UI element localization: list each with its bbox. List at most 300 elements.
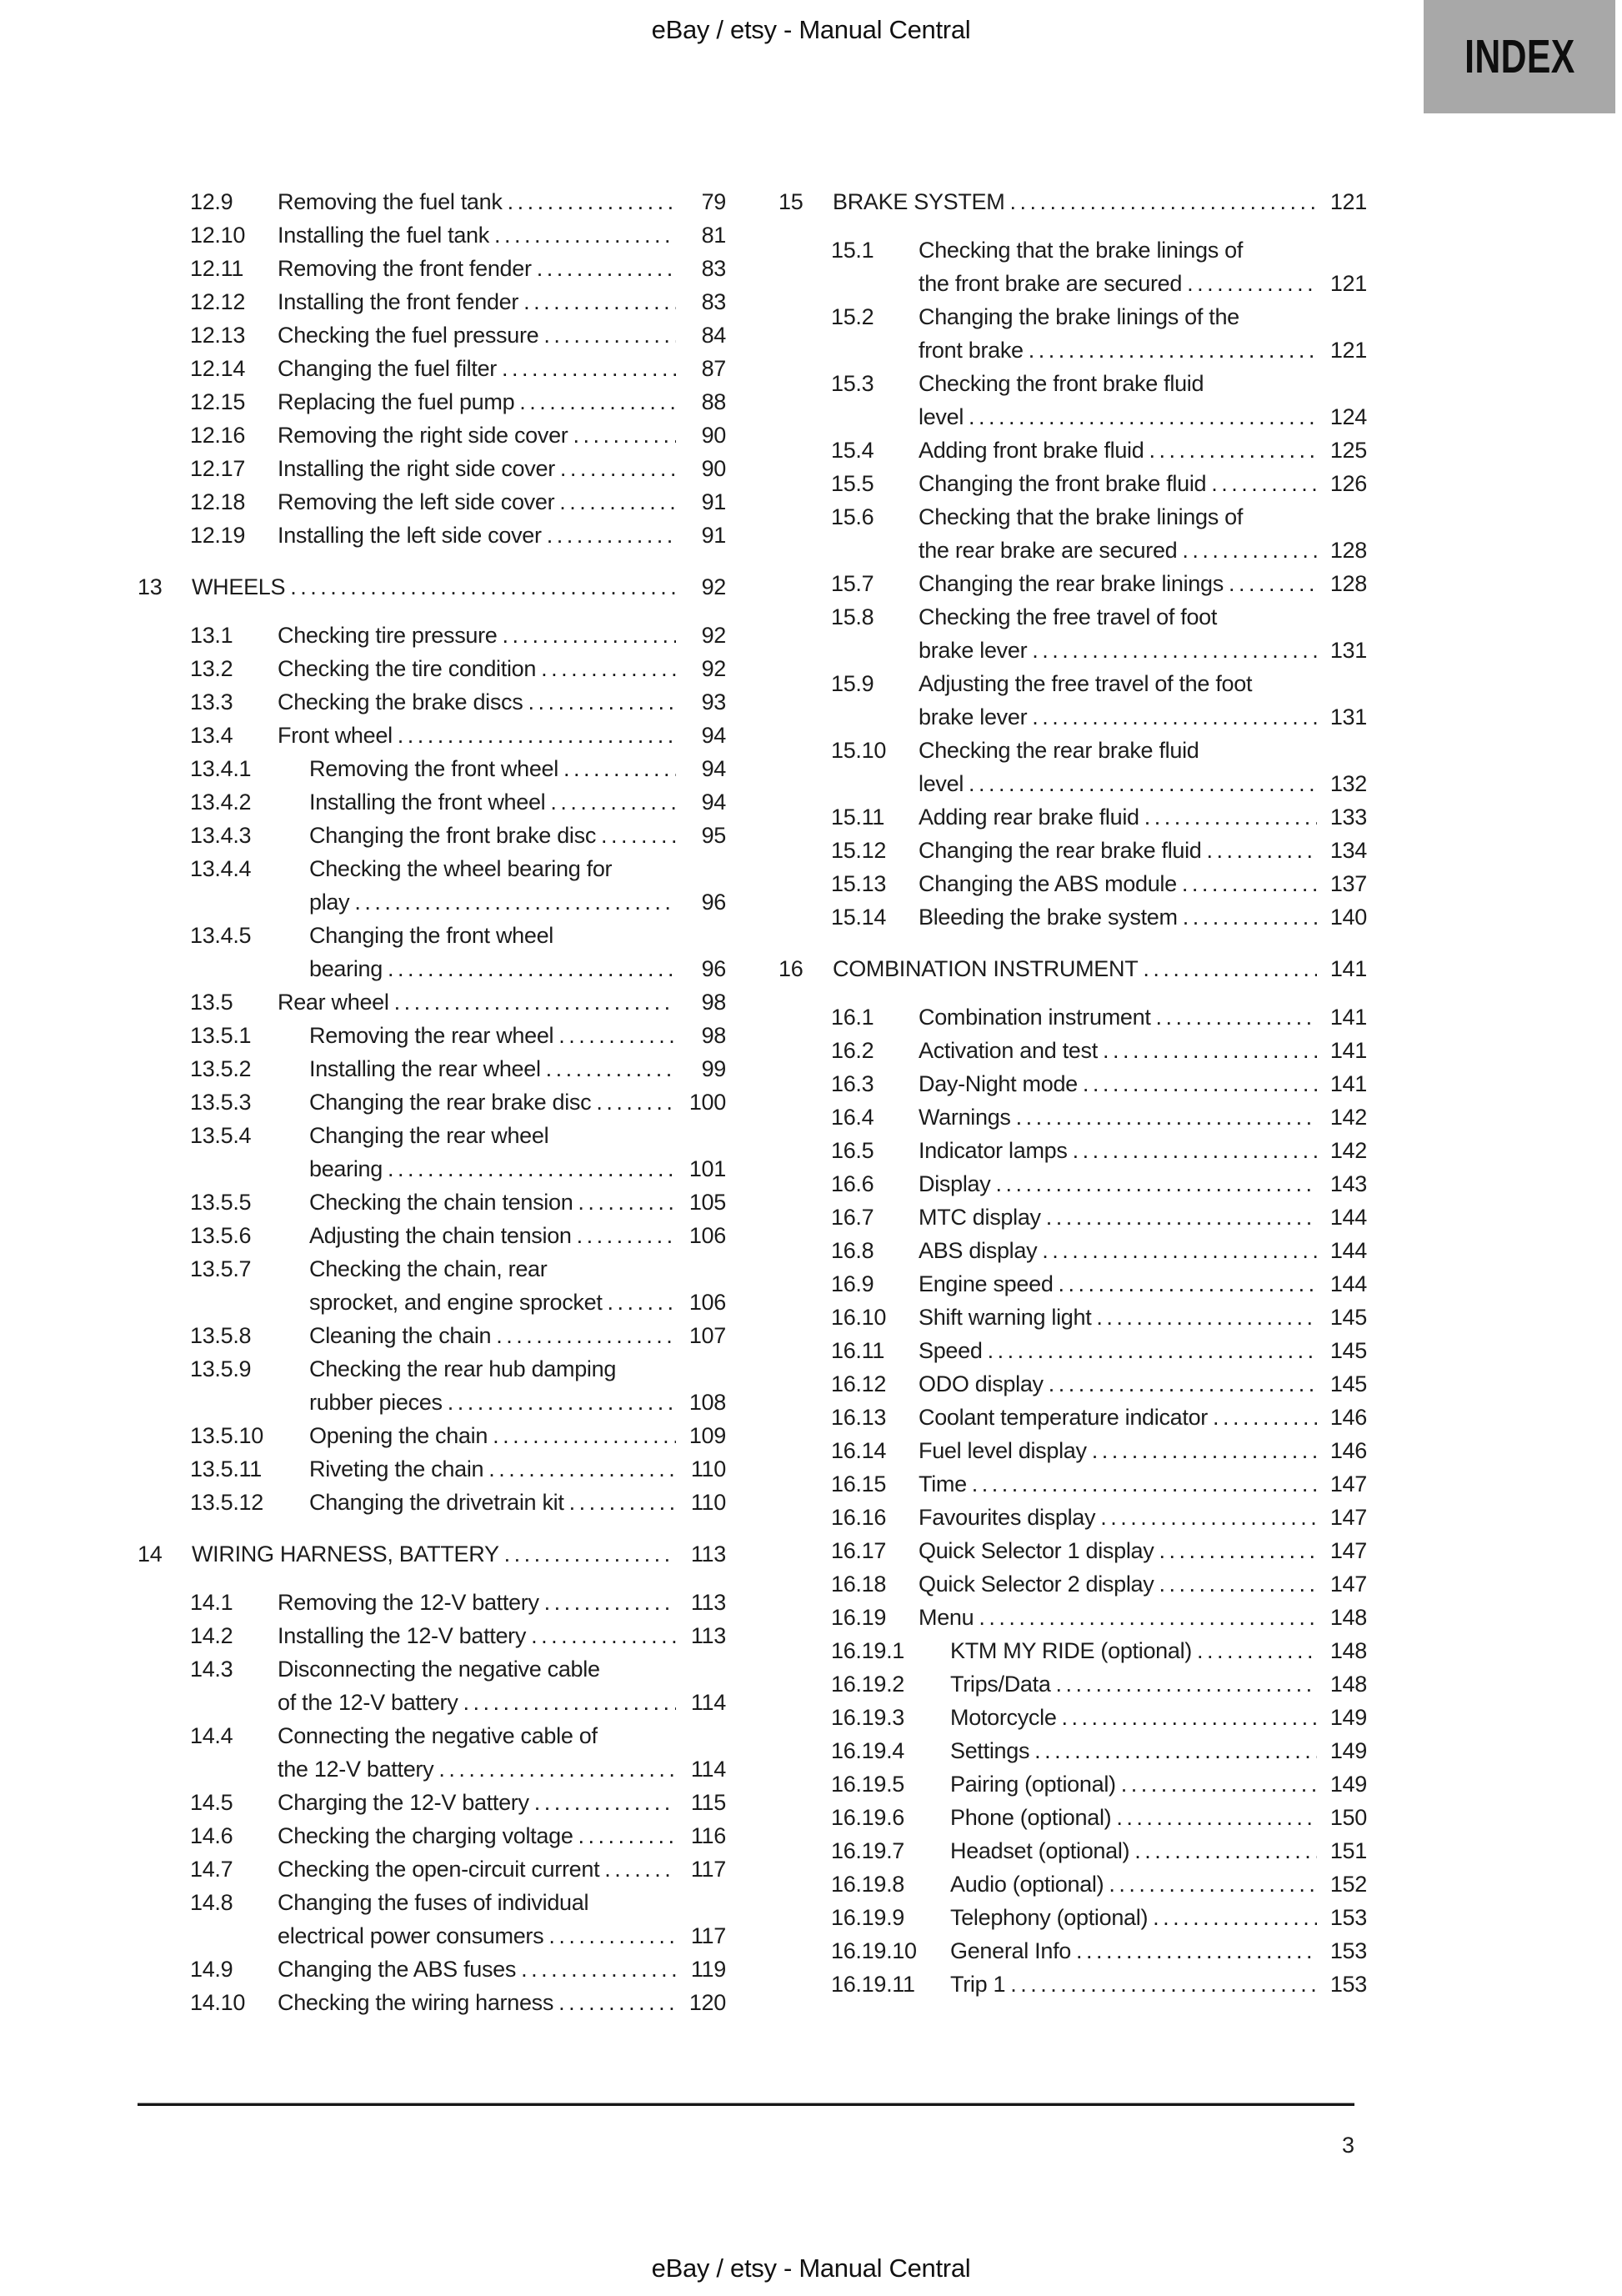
toc-entry-row <box>138 785 726 819</box>
toc-item-number: 15.13 <box>831 871 887 896</box>
toc-section-row <box>778 185 1367 218</box>
toc-item-number: 16.9 <box>831 1271 874 1296</box>
toc-entry-row <box>778 1534 1367 1567</box>
toc-entry-row <box>778 1401 1367 1434</box>
toc-item-number: 15.2 <box>831 304 874 329</box>
toc-item-number: 13.4.3 <box>190 823 252 848</box>
toc-item-page: 145 <box>1329 1371 1367 1396</box>
toc-item-page: 133 <box>1329 805 1367 830</box>
toc-item-page: 113 <box>690 1542 726 1567</box>
toc-item-number: 12.14 <box>190 356 246 381</box>
toc-entry-row <box>778 600 1367 667</box>
toc-item-page: 142 <box>1329 1138 1367 1163</box>
toc-entry-row <box>138 819 726 852</box>
toc-item-page: 153 <box>1329 1938 1367 1963</box>
toc-item-title: Removing the front fender <box>278 256 532 281</box>
toc-entry-row <box>778 1501 1367 1534</box>
toc-item-title: Removing the rear wheel <box>309 1023 554 1048</box>
toc-item-number: 15.9 <box>831 671 874 696</box>
toc-item-number: 12.19 <box>190 523 246 548</box>
toc-item-page: 93 <box>701 689 726 714</box>
leader-dots <box>972 1467 1317 1501</box>
leader-dots <box>548 1919 676 1953</box>
toc-item-number: 16.12 <box>831 1371 887 1396</box>
leader-dots <box>504 1537 676 1571</box>
toc-entry-row <box>138 1452 726 1486</box>
leader-dots <box>541 652 676 685</box>
toc-item-title: Checking the wiring harness <box>278 1990 554 2015</box>
leader-dots <box>1159 1567 1317 1601</box>
toc-item-number: 13.5.4 <box>190 1123 252 1148</box>
toc-section-row <box>138 570 726 604</box>
toc-entry-row <box>138 685 726 719</box>
leader-dots <box>508 185 676 218</box>
toc-entry-row <box>138 252 726 285</box>
toc-item-title: Installing the front fender <box>278 289 519 314</box>
leader-dots <box>1207 834 1317 867</box>
leader-dots <box>988 1334 1317 1367</box>
leader-dots <box>1213 1401 1317 1434</box>
leader-dots <box>1046 1201 1317 1234</box>
toc-item-page: 146 <box>1329 1438 1367 1463</box>
toc-item-number: 16.19 <box>831 1605 887 1630</box>
leader-dots <box>1056 1667 1317 1701</box>
toc-entry-row <box>778 1867 1367 1901</box>
toc-item-number: 12.16 <box>190 423 246 448</box>
toc-item-title: the 12-V battery <box>278 1757 434 1782</box>
toc-entry-row <box>138 285 726 318</box>
toc-entry-row <box>138 985 726 1019</box>
toc-item-title: Removing the right side cover <box>278 423 568 448</box>
toc-item-title: Adjusting the chain tension <box>309 1223 572 1248</box>
toc-item-number: 14.9 <box>190 1957 233 1982</box>
toc-entry-row <box>138 1619 726 1652</box>
toc-item-number: 16 <box>778 956 803 981</box>
leader-dots <box>1100 1501 1317 1534</box>
toc-item-title: the front brake are secured <box>919 271 1183 296</box>
toc-entry-row <box>138 1586 726 1619</box>
leader-dots <box>1096 1301 1317 1334</box>
leader-dots <box>573 419 676 452</box>
toc-entry-row <box>138 1219 726 1252</box>
toc-item-number: 13.5 <box>190 990 233 1015</box>
toc-item-number: 12.10 <box>190 223 246 248</box>
toc-entry-row <box>778 500 1367 567</box>
toc-item-page: 117 <box>690 1857 726 1882</box>
leader-dots <box>537 252 676 285</box>
toc-item-title: of the 12-V battery <box>278 1690 458 1715</box>
toc-entry-row <box>778 1601 1367 1634</box>
toc-entry-row <box>138 619 726 652</box>
leader-dots <box>1156 1000 1317 1034</box>
toc-entry-row <box>778 1367 1367 1401</box>
toc-item-number: 16.15 <box>831 1471 887 1496</box>
toc-entry-row <box>778 300 1367 367</box>
toc-item-page: 105 <box>688 1190 726 1215</box>
toc-item-page: 146 <box>1329 1405 1367 1430</box>
toc-item-title: the rear brake are secured <box>919 538 1178 563</box>
toc-item-title: rubber pieces <box>309 1390 443 1415</box>
toc-entry-row <box>138 1819 726 1852</box>
toc-item-title: WHEELS <box>192 574 286 599</box>
toc-item-title: Charging the 12-V battery <box>278 1790 529 1815</box>
toc-item-page: 151 <box>1329 1838 1367 1863</box>
toc-entry-row <box>138 1085 726 1119</box>
toc-item-page: 113 <box>690 1623 726 1648</box>
header-title: eBay / etsy - Manual Central <box>651 15 971 44</box>
toc-item-title: ODO display <box>919 1371 1044 1396</box>
toc-item-page: 132 <box>1329 771 1367 796</box>
toc-item-page: 131 <box>1329 704 1367 729</box>
toc-item-page: 147 <box>1329 1538 1367 1563</box>
toc-item-number: 16.16 <box>831 1505 887 1530</box>
leader-dots <box>563 752 676 785</box>
toc-item-page: 149 <box>1329 1738 1367 1763</box>
leader-dots <box>569 1486 676 1519</box>
toc-entry-row <box>138 1953 726 1986</box>
toc-entry-row <box>138 452 726 485</box>
leader-dots <box>1049 1367 1317 1401</box>
leader-dots <box>354 885 676 919</box>
footer-title: eBay / etsy - Manual Central <box>651 2253 971 2283</box>
toc-item-number: 16.19.1 <box>831 1638 904 1663</box>
toc-item-page: 107 <box>688 1323 726 1348</box>
toc-item-title: play <box>309 890 350 915</box>
leader-dots <box>1073 1134 1317 1167</box>
toc-item-title: Installing the 12-V battery <box>278 1623 527 1648</box>
toc-item-title: Indicator lamps <box>919 1138 1068 1163</box>
toc-item-title: Changing the front brake disc <box>309 823 597 848</box>
leader-dots <box>1059 1267 1317 1301</box>
leader-dots <box>577 1219 676 1252</box>
toc-item-page: 81 <box>701 223 726 248</box>
toc-item-page: 100 <box>688 1090 726 1115</box>
toc-item-number: 14 <box>138 1542 163 1567</box>
toc-item-title: Engine speed <box>919 1271 1054 1296</box>
toc-entry-row <box>778 1301 1367 1334</box>
toc-item-number: 16.19.3 <box>831 1705 904 1730</box>
toc-entry-row <box>138 1319 726 1352</box>
toc-item-number: 15.12 <box>831 838 887 863</box>
leader-dots <box>1103 1034 1317 1067</box>
toc-item-number: 15.1 <box>831 238 874 263</box>
leader-dots <box>1183 900 1317 934</box>
toc-item-number: 13.5.11 <box>190 1456 262 1481</box>
toc-item-title: Quick Selector 2 display <box>919 1572 1154 1597</box>
toc-item-number: 14.7 <box>190 1857 233 1882</box>
toc-item-title: Checking the wheel bearing for <box>309 856 613 881</box>
toc-item-page: 147 <box>1329 1505 1367 1530</box>
toc-entry-row <box>138 1186 726 1219</box>
toc-entry-row <box>138 1486 726 1519</box>
toc-entry-row <box>778 367 1367 434</box>
leader-dots <box>559 485 676 519</box>
leader-dots <box>534 1786 676 1819</box>
toc-item-title: Display <box>919 1171 991 1196</box>
toc-item-page: 92 <box>701 656 726 681</box>
toc-item-title: Day-Night mode <box>919 1071 1078 1096</box>
toc-item-title: level <box>919 771 964 796</box>
toc-item-number: 16.19.8 <box>831 1872 904 1897</box>
leader-dots <box>394 985 676 1019</box>
toc-item-title: Installing the right side cover <box>278 456 555 481</box>
toc-item-page: 142 <box>1329 1105 1367 1130</box>
leader-dots <box>1149 434 1317 467</box>
leader-dots <box>558 1986 676 2019</box>
toc-item-number: 15.10 <box>831 738 887 763</box>
toc-item-page: 115 <box>690 1790 726 1815</box>
leader-dots <box>543 318 676 352</box>
toc-item-title: Changing the ABS module <box>919 871 1177 896</box>
toc-item-number: 13.5.8 <box>190 1323 252 1348</box>
toc-item-title: Changing the fuses of individual <box>278 1890 589 1915</box>
toc-item-page: 96 <box>701 956 726 981</box>
toc-item-title: Checking tire pressure <box>278 623 498 648</box>
toc-item-title: KTM MY RIDE (optional) <box>950 1638 1192 1663</box>
toc-item-page: 96 <box>701 890 726 915</box>
toc-item-page: 83 <box>701 289 726 314</box>
leader-dots <box>1092 1434 1317 1467</box>
toc-item-page: 99 <box>701 1056 726 1081</box>
toc-item-title: Speed <box>919 1338 983 1363</box>
toc-item-title: Coolant temperature indicator <box>919 1405 1208 1430</box>
toc-item-page: 144 <box>1329 1271 1367 1296</box>
toc-item-page: 92 <box>701 574 726 599</box>
leader-dots <box>1042 1234 1317 1267</box>
toc-entry-row <box>138 919 726 985</box>
toc-item-page: 144 <box>1329 1205 1367 1230</box>
toc-entry-row <box>138 1719 726 1786</box>
toc-item-title: Installing the fuel tank <box>278 223 489 248</box>
toc-entry-row <box>778 1034 1367 1067</box>
toc-item-title: Pairing (optional) <box>950 1772 1116 1797</box>
leader-dots <box>1144 800 1317 834</box>
leader-dots <box>578 1819 676 1852</box>
toc-entry-row <box>778 1201 1367 1234</box>
toc-item-page: 125 <box>1329 438 1367 463</box>
leader-dots <box>1211 467 1317 500</box>
leader-dots <box>1182 534 1317 567</box>
toc-item-title: Checking the rear brake fluid <box>919 738 1199 763</box>
leader-dots <box>1159 1534 1317 1567</box>
toc-entry-row <box>778 567 1367 600</box>
toc-item-page: 109 <box>688 1423 726 1448</box>
toc-item-page: 113 <box>690 1590 726 1615</box>
leader-dots <box>488 1452 676 1486</box>
toc-entry-row <box>138 1786 726 1819</box>
toc-item-number: 16.19.6 <box>831 1805 904 1830</box>
toc-item-title: Fuel level display <box>919 1438 1087 1463</box>
toc-item-title: Menu <box>919 1605 974 1630</box>
toc-item-page: 124 <box>1329 404 1367 429</box>
leader-dots <box>463 1686 676 1719</box>
toc-item-page: 121 <box>1329 189 1367 214</box>
toc-item-title: Favourites display <box>919 1505 1096 1530</box>
toc-item-page: 148 <box>1329 1672 1367 1697</box>
footer-rule <box>138 2103 1354 2106</box>
toc-item-title: Changing the rear wheel <box>309 1123 549 1148</box>
toc-item-number: 13.4.2 <box>190 790 252 815</box>
toc-item-title: Installing the front wheel <box>309 790 546 815</box>
toc-entry-row <box>138 1852 726 1886</box>
leader-dots <box>979 1601 1317 1634</box>
toc-item-number: 13.1 <box>190 623 233 648</box>
toc-item-title: Checking the brake discs <box>278 689 523 714</box>
toc-entry-row <box>138 419 726 452</box>
leader-dots <box>558 1019 676 1052</box>
toc-entry-row <box>138 1986 726 2019</box>
toc-item-number: 16.13 <box>831 1405 887 1430</box>
leader-dots <box>1009 185 1317 218</box>
toc-item-title: Installing the left side cover <box>278 523 542 548</box>
toc-item-title: Trips/Data <box>950 1672 1051 1697</box>
leader-dots <box>496 1319 676 1352</box>
toc-item-title: Checking the fuel pressure <box>278 323 539 348</box>
toc-item-page: 88 <box>701 389 726 414</box>
toc-item-page: 94 <box>701 756 726 781</box>
leader-dots <box>1016 1100 1317 1134</box>
toc-entry-row <box>138 1119 726 1186</box>
toc-item-title: brake lever <box>919 638 1028 663</box>
toc-item-page: 92 <box>701 623 726 648</box>
toc-entry-row <box>778 667 1367 734</box>
leader-dots <box>1182 867 1317 900</box>
toc-item-number: 13.4 <box>190 723 233 748</box>
toc-item-page: 120 <box>688 1990 726 2015</box>
leader-dots <box>519 385 676 419</box>
toc-item-page: 90 <box>701 456 726 481</box>
toc-item-number: 16.19.7 <box>831 1838 904 1863</box>
toc-entry-row <box>778 900 1367 934</box>
toc-entry-row <box>778 1167 1367 1201</box>
leader-dots <box>608 1286 676 1319</box>
toc-entry-row <box>138 1019 726 1052</box>
toc-item-number: 12.9 <box>190 189 233 214</box>
toc-item-number: 15.3 <box>831 371 874 396</box>
toc-entry-row <box>778 1434 1367 1467</box>
toc-item-title: Rear wheel <box>278 990 389 1015</box>
leader-dots <box>969 767 1317 800</box>
toc-entry-row <box>138 752 726 785</box>
toc-item-number: 16.19.2 <box>831 1672 904 1697</box>
toc-item-title: Changing the fuel filter <box>278 356 497 381</box>
toc-entry-row <box>778 834 1367 867</box>
toc-item-title: sprocket, and engine sprocket <box>309 1290 603 1315</box>
leader-dots <box>1116 1801 1317 1834</box>
toc-entry-row <box>778 1801 1367 1834</box>
toc-item-number: 13.4.5 <box>190 923 252 948</box>
toc-item-page: 87 <box>701 356 726 381</box>
toc-item-number: 16.19.9 <box>831 1905 904 1930</box>
toc-entry-row <box>778 1767 1367 1801</box>
toc-item-title: General Info <box>950 1938 1071 1963</box>
leader-dots <box>560 452 676 485</box>
toc-item-page: 98 <box>701 990 726 1015</box>
toc-item-number: 16.4 <box>831 1105 874 1130</box>
toc-item-number: 14.5 <box>190 1790 233 1815</box>
leader-dots <box>546 1052 676 1085</box>
toc-item-title: Checking the chain tension <box>309 1190 573 1215</box>
toc-item-title: Audio (optional) <box>950 1872 1104 1897</box>
toc-entry-row <box>778 1667 1367 1701</box>
toc-item-page: 141 <box>1329 1071 1367 1096</box>
toc-item-number: 15.11 <box>831 805 885 830</box>
leader-dots <box>1197 1634 1317 1667</box>
leader-dots <box>448 1386 676 1419</box>
toc-item-number: 12.13 <box>190 323 246 348</box>
toc-entry-row <box>778 1100 1367 1134</box>
toc-entry-row <box>778 233 1367 300</box>
toc-entry-row <box>778 734 1367 800</box>
leader-dots <box>398 719 676 752</box>
toc-item-number: 13.5.1 <box>190 1023 252 1048</box>
toc-item-number: 16.19.5 <box>831 1772 904 1797</box>
toc-entry-row <box>138 719 726 752</box>
toc-entry-row <box>138 1652 726 1719</box>
toc-item-title: Replacing the fuel pump <box>278 389 515 414</box>
toc-item-title: Activation and test <box>919 1038 1098 1063</box>
toc-entry-row <box>778 867 1367 900</box>
leader-dots <box>604 1852 676 1886</box>
toc-item-page: 141 <box>1329 1038 1367 1063</box>
toc-item-title: Adding front brake fluid <box>919 438 1144 463</box>
toc-item-number: 15.4 <box>831 438 874 463</box>
leader-dots <box>1032 634 1317 667</box>
toc-entry-row <box>138 318 726 352</box>
toc-item-page: 141 <box>1329 956 1367 981</box>
toc-item-page: 121 <box>1329 338 1367 363</box>
toc-item-number: 12.18 <box>190 489 246 514</box>
leader-dots <box>528 685 676 719</box>
toc-item-title: BRAKE SYSTEM <box>833 189 1005 214</box>
toc-item-number: 13.5.3 <box>190 1090 252 1115</box>
toc-item-number: 16.19.11 <box>831 1972 915 1997</box>
toc-entry-row <box>778 434 1367 467</box>
toc-entry-row <box>778 1901 1367 1934</box>
toc-entry-row <box>138 352 726 385</box>
toc-item-number: 13.2 <box>190 656 233 681</box>
toc-item-title: Changing the rear brake linings <box>919 571 1224 596</box>
leader-dots <box>995 1167 1317 1201</box>
toc-item-title: Quick Selector 1 display <box>919 1538 1154 1563</box>
toc-item-page: 116 <box>690 1823 726 1848</box>
toc-item-page: 148 <box>1329 1605 1367 1630</box>
toc-item-number: 12.15 <box>190 389 246 414</box>
toc-item-title: MTC display <box>919 1205 1041 1230</box>
toc-item-page: 94 <box>701 790 726 815</box>
toc-item-title: Checking the tire condition <box>278 656 537 681</box>
leader-dots <box>503 619 676 652</box>
toc-item-number: 16.1 <box>831 1005 874 1030</box>
toc-entry-row <box>778 1701 1367 1734</box>
toc-item-number: 15.14 <box>831 905 887 930</box>
toc-item-page: 152 <box>1329 1872 1367 1897</box>
toc-item-page: 150 <box>1329 1805 1367 1830</box>
toc-item-page: 131 <box>1329 638 1367 663</box>
toc-item-page: 128 <box>1329 538 1367 563</box>
toc-item-number: 13.5.2 <box>190 1056 252 1081</box>
toc-item-page: 153 <box>1329 1972 1367 1997</box>
toc-entry-row <box>138 385 726 419</box>
toc-entry-row <box>138 652 726 685</box>
toc-item-title: bearing <box>309 1156 383 1181</box>
toc-entry-row <box>778 1134 1367 1167</box>
toc-item-page: 126 <box>1329 471 1367 496</box>
toc-right-column <box>778 185 1367 2019</box>
toc-entry-row <box>138 1352 726 1419</box>
toc-item-title: Removing the 12-V battery <box>278 1590 539 1615</box>
leader-dots <box>1032 700 1317 734</box>
